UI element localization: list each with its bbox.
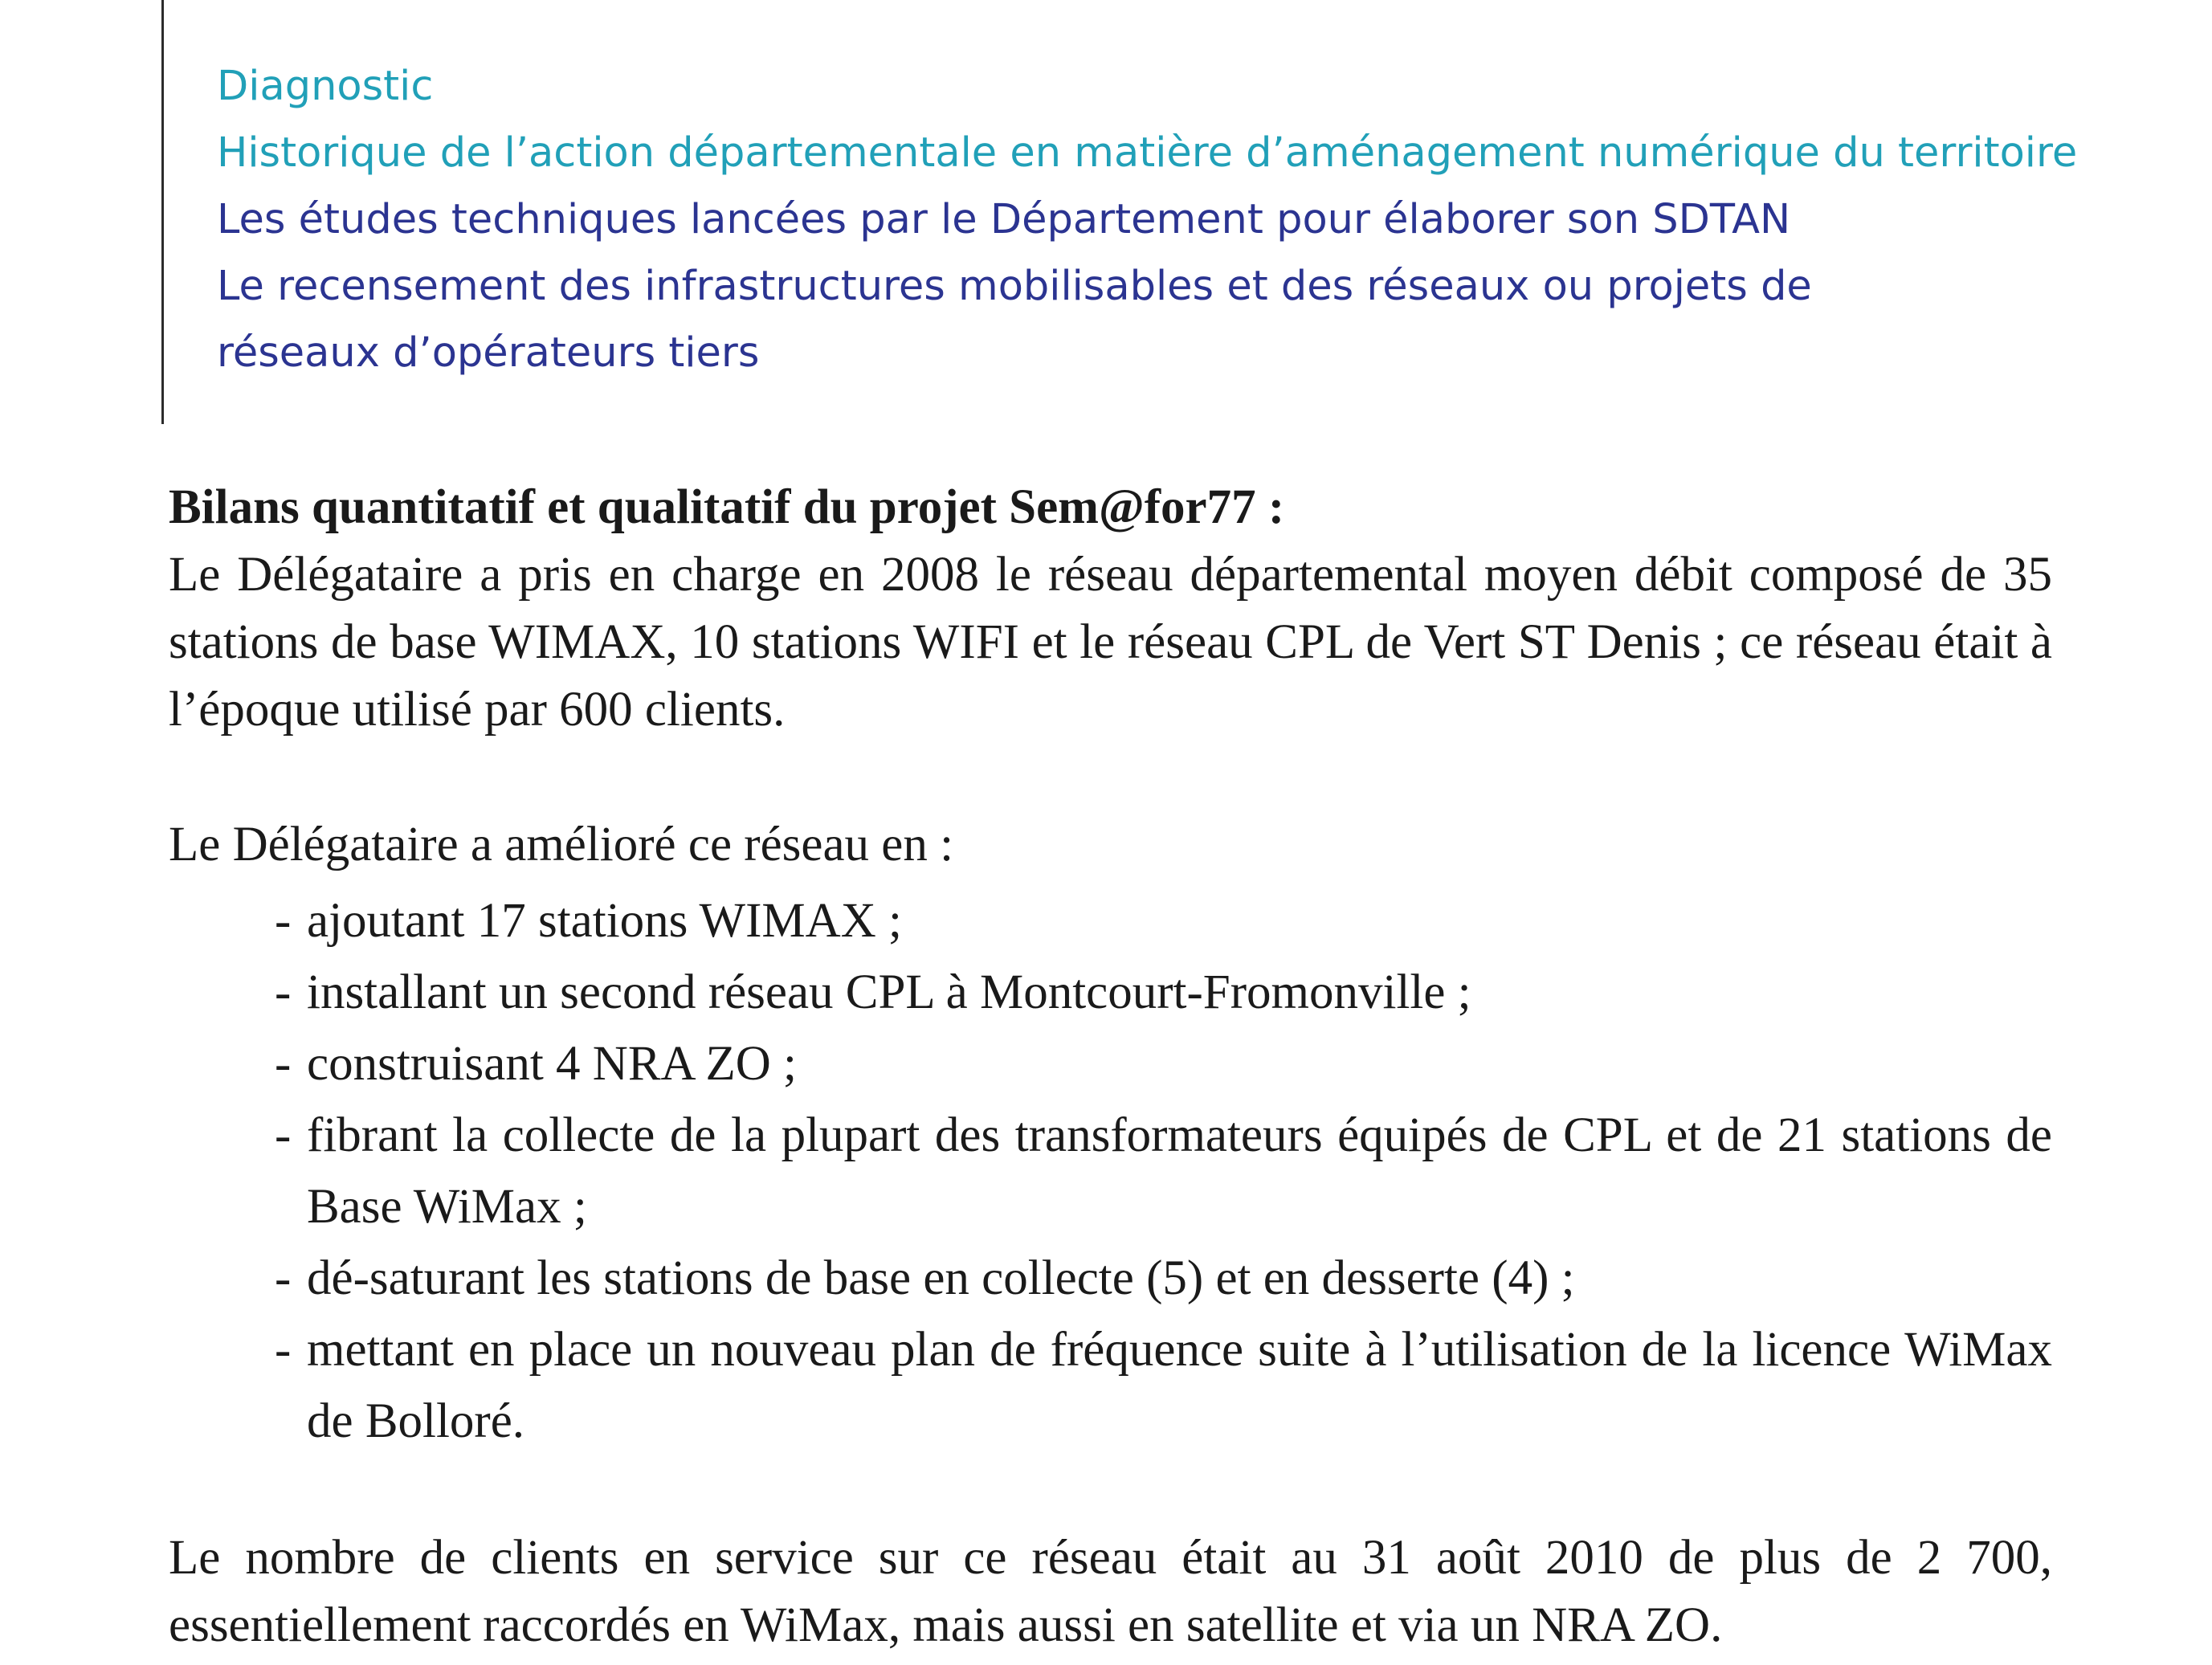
list-item-text: ajoutant 17 stations WIMAX ; [307,894,902,948]
toc-item-recensement-line2[interactable]: réseaux d’opérateurs tiers [217,329,760,377]
list-dash: - [275,1251,292,1305]
list-item-text: dé-saturant les stations de base en collecte (5) et en desserte (4) ; [307,1251,1575,1305]
list-item-text: mettant en place un nouveau plan de fréquence suite à l’utilisation de la licence WiMax de Bolloré. [307,1323,2052,1448]
list-dash: - [275,1037,292,1091]
paragraph-spacer [169,1457,2052,1524]
list-item-text: fibrant la collecte de la plupart des transformateurs équipés de CPL et de 21 stations de Base WiMax ; [307,1108,2052,1234]
section-heading: Bilans quantitatif et qualitatif du projet Sem@for77 : [169,480,1285,534]
list-dash: - [275,1108,292,1162]
list-dash: - [275,894,292,948]
list-dash: - [275,965,292,1019]
toc-item-diagnostic[interactable]: Diagnostic [217,63,434,110]
list-item [275,1028,2052,1100]
list-item [275,885,2052,957]
list-item [275,1314,2052,1457]
conclusion-paragraph: Le nombre de clients en service sur ce réseau était au 31 août 2010 de plus de 2 700, essentiellement raccordés en WiMax, mais aussi en satellite et via un NRA ZO. [169,1531,2052,1652]
improvements-list [169,885,2052,1457]
toc-vertical-rule [161,0,164,424]
list-item [275,1243,2052,1314]
list-dash: - [275,1323,292,1377]
list-item [275,1100,2052,1243]
main-content [169,474,2052,1659]
list-item-text: installant un second réseau CPL à Montcourt-Fromonville ; [307,965,1471,1019]
improvements-lead: Le Délégataire a amélioré ce réseau en : [169,818,954,871]
list-item-text: construisant 4 NRA ZO ; [307,1037,797,1091]
toc-item-recensement-line1[interactable]: Le recensement des infrastructures mobilisables et des réseaux ou projets de [217,263,1812,310]
toc-item-etudes-techniques[interactable]: Les études techniques lancées par le Département pour élaborer son SDTAN [217,196,1791,243]
section-navigation [217,53,2078,386]
list-item [275,957,2052,1028]
toc-item-historique[interactable]: Historique de l’action départementale en matière d’aménagement numérique du territoire [217,129,2078,177]
intro-paragraph: Le Délégataire a pris en charge en 2008 le réseau départemental moyen débit composé de 35 stations de base WIMAX, 10 stations WIFI et le réseau CPL de Vert ST Denis ; ce réseau était à l’époque utilisé par 600 clients. [169,548,2052,737]
paragraph-spacer [169,744,2052,811]
